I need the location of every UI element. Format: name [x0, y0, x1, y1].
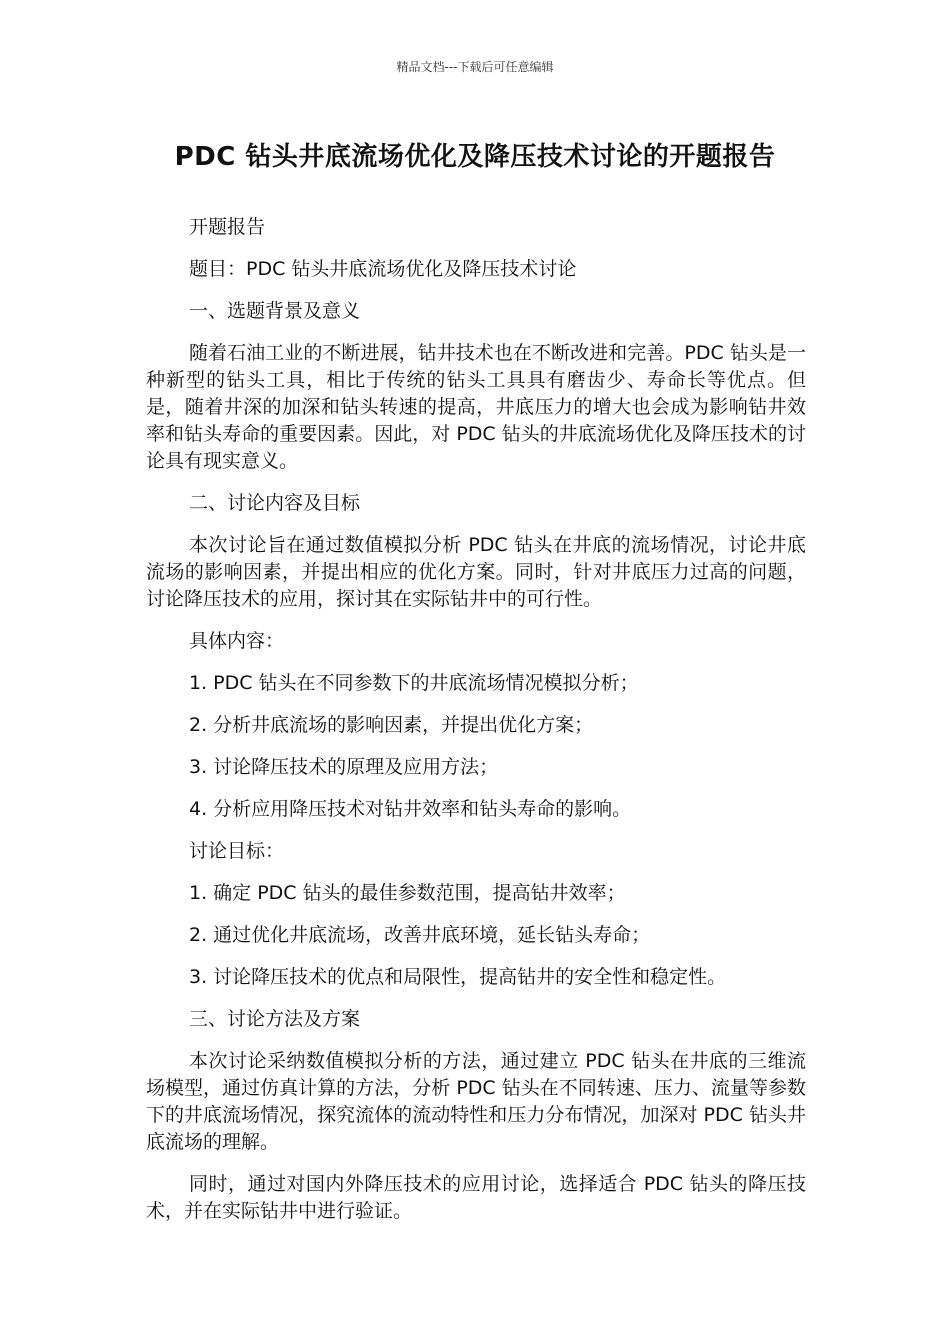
- document-body: [146, 214, 806, 1240]
- section-heading-3: 三、讨论方法及方案: [189, 1008, 361, 1030]
- list-item: 4. 分析应用降压技术对钻井效率和钻头寿命的影响。: [189, 798, 632, 820]
- paragraph-method: 本次讨论采纳数值模拟分析的方法，通过建立 PDC 钻头在井底的三维流场模型，通过仿真计算的方法，分析 PDC 钻头在不同转速、压力、流量等参数下的井底流场情况，探究流体的流动特性和压力分布情况，加深对 PDC 钻头井底流场的理解。: [146, 1050, 806, 1153]
- paragraph-validation: 同时，通过对国内外降压技术的应用讨论，选择适合 PDC 钻头的降压技术，并在实际钻井中进行验证。: [146, 1173, 806, 1222]
- list-item: 2. 分析井底流场的影响因素，并提出优化方案；: [189, 714, 594, 736]
- document-title: PDC 钻头井底流场优化及降压技术讨论的开题报告: [174, 142, 776, 172]
- list-item: 3. 讨论降压技术的优点和局限性，提高钻井的安全性和稳定性。: [189, 966, 727, 988]
- topic-line: 题目：PDC 钻头井底流场优化及降压技术讨论: [189, 258, 577, 280]
- content-label: 具体内容：: [189, 630, 285, 652]
- list-item: 2. 通过优化井底流场，改善井底环境，延长钻头寿命；: [189, 924, 651, 946]
- paragraph-background: 随着石油工业的不断进展，钻井技术也在不断改进和完善。PDC 钻头是一种新型的钻头工具，相比于传统的钻头工具具有磨齿少、寿命长等优点。但是，随着井深的加深和钻头转速的提高，井底压力的增大也会成为影响钻井效率和钻头寿命的重要因素。因此，对 PDC 钻头的井底流场优化及降压技术的讨论具有现实意义。: [146, 342, 806, 472]
- list-item: 1. 确定 PDC 钻头的最佳参数范围，提高钻井效率；: [189, 882, 626, 904]
- section-heading-1: 一、选题背景及意义: [189, 300, 361, 322]
- section-heading-2: 二、讨论内容及目标: [189, 492, 361, 514]
- paragraph-objectives: 本次讨论旨在通过数值模拟分析 PDC 钻头在井底的流场情况，讨论井底流场的影响因素，并提出相应的优化方案。同时，针对井底压力过高的问题，讨论降压技术的应用，探讨其在实际钻井中的可行性。: [146, 534, 806, 610]
- section-label: 开题报告: [189, 216, 266, 238]
- list-item: 3. 讨论降压技术的原理及应用方法；: [189, 756, 499, 778]
- goals-label: 讨论目标：: [189, 840, 285, 862]
- header-note: 精品文档---下载后可任意编辑: [396, 60, 554, 74]
- list-item: 1. PDC 钻头在不同参数下的井底流场情况模拟分析；: [189, 672, 639, 694]
